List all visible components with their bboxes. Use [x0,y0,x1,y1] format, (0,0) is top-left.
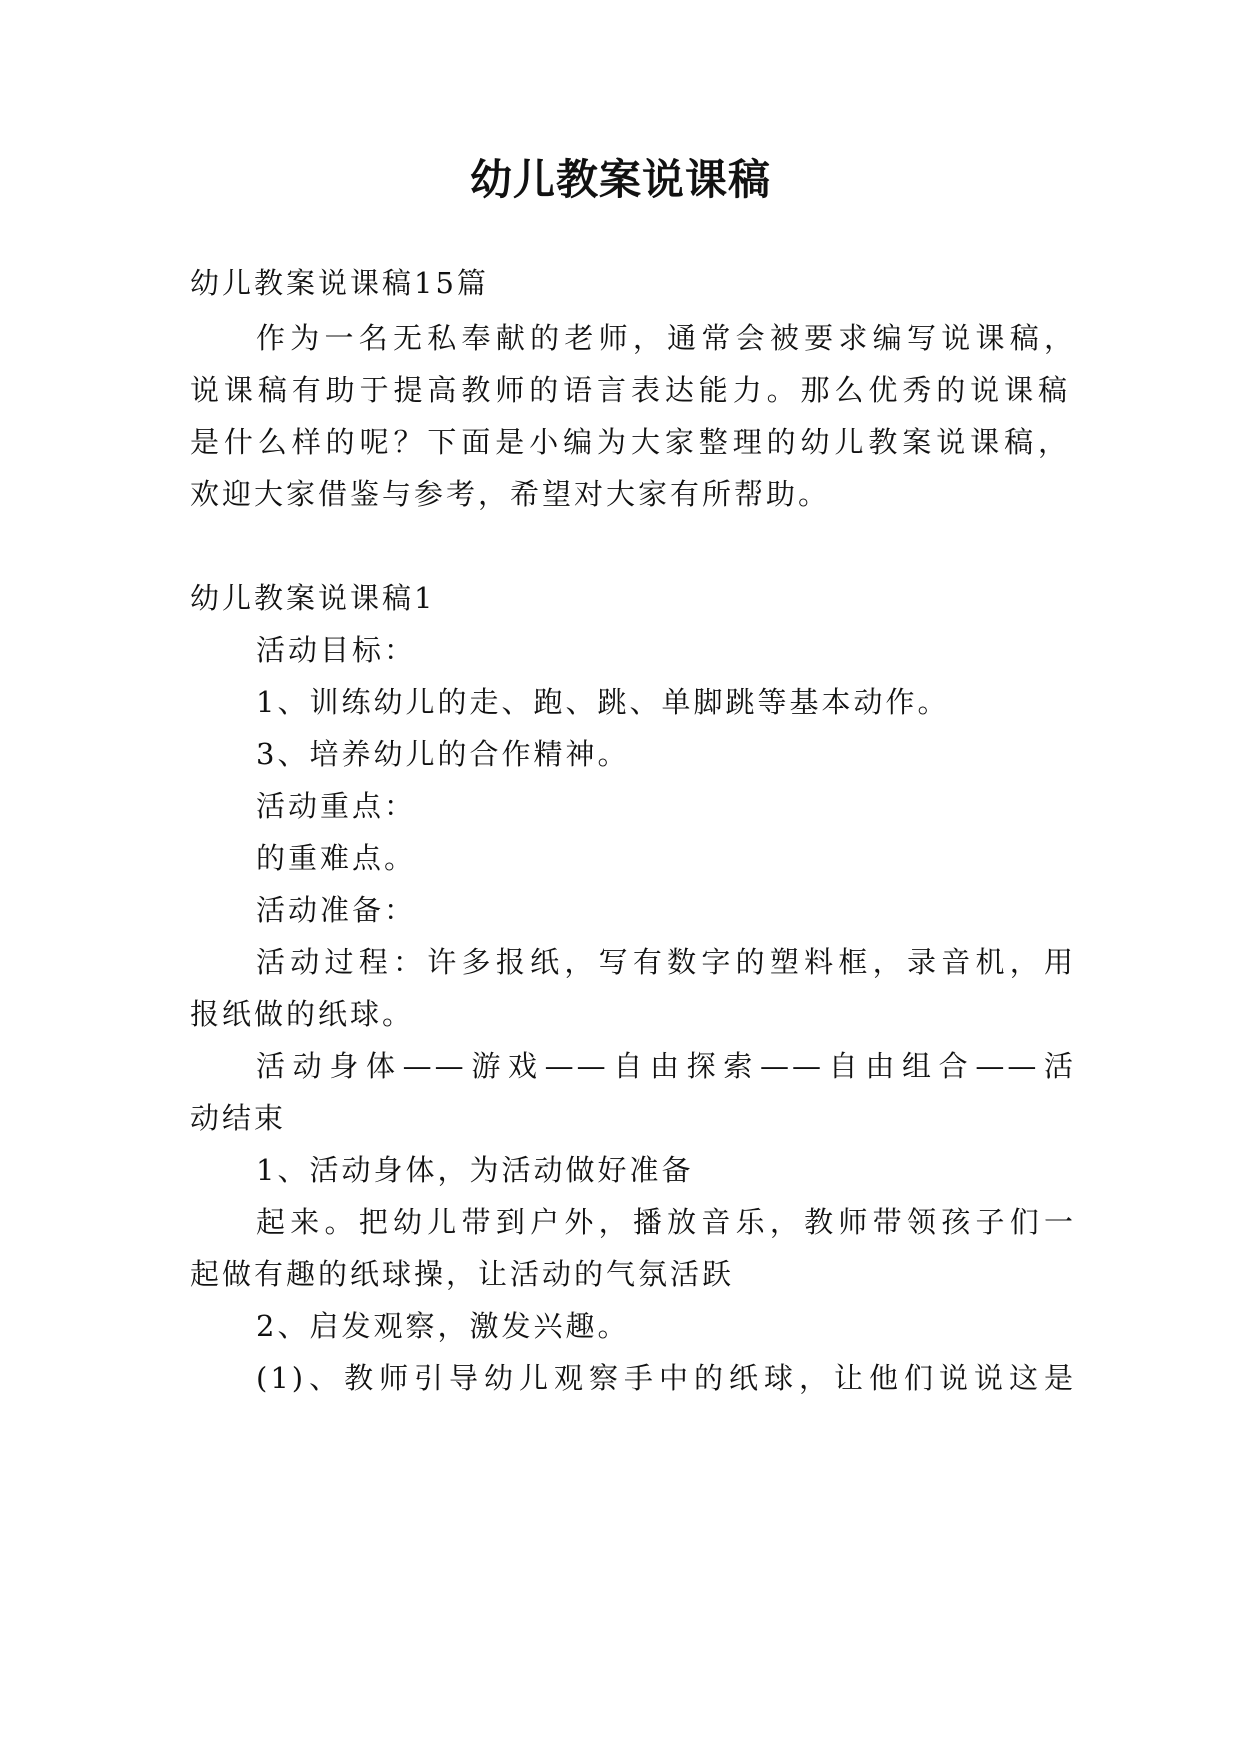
body-line: 1、训练幼儿的走、跑、跳、单脚跳等基本动作。 [256,685,950,719]
document-subtitle: 幼儿教案说课稿15篇 [190,266,489,300]
body-line: 1、活动身体，为活动做好准备 [256,1153,694,1187]
body-line: 3、培养幼儿的合作精神。 [256,737,630,771]
body-line: 起来。把幼儿带到户外，播放音乐，教师带领孩子们一 [256,1205,1076,1239]
body-line: 报纸做的纸球。 [190,997,415,1031]
intro-line: 说课稿有助于提高教师的语言表达能力。那么优秀的说课稿 [190,373,1070,407]
body-line: 活动身体——游戏——自由探索——自由组合——活 [256,1049,1076,1083]
body-line: 的重难点。 [256,841,417,875]
body-line: 2、启发观察，激发兴趣。 [256,1309,630,1343]
body-line: (1)、教师引导幼儿观察手中的纸球，让他们说说这是 [256,1361,1076,1395]
body-line: 活动准备： [256,893,417,927]
body-line: 活动过程：许多报纸，写有数字的塑料框，录音机，用 [256,945,1076,979]
body-line: 起做有趣的纸球操，让活动的气氛活跃 [190,1257,735,1291]
body-line: 活动重点： [256,789,417,823]
intro-line: 欢迎大家借鉴与参考，希望对大家有所帮助。 [190,477,831,511]
intro-line: 作为一名无私奉献的老师，通常会被要求编写说课稿， [256,321,1076,355]
intro-line: 是什么样的呢？下面是小编为大家整理的幼儿教案说课稿， [190,425,1070,459]
document-title: 幼儿教案说课稿 [469,155,771,204]
body-line: 动结束 [190,1101,287,1135]
body-line: 活动目标： [256,633,417,667]
section-heading: 幼儿教案说课稿1 [190,581,436,615]
